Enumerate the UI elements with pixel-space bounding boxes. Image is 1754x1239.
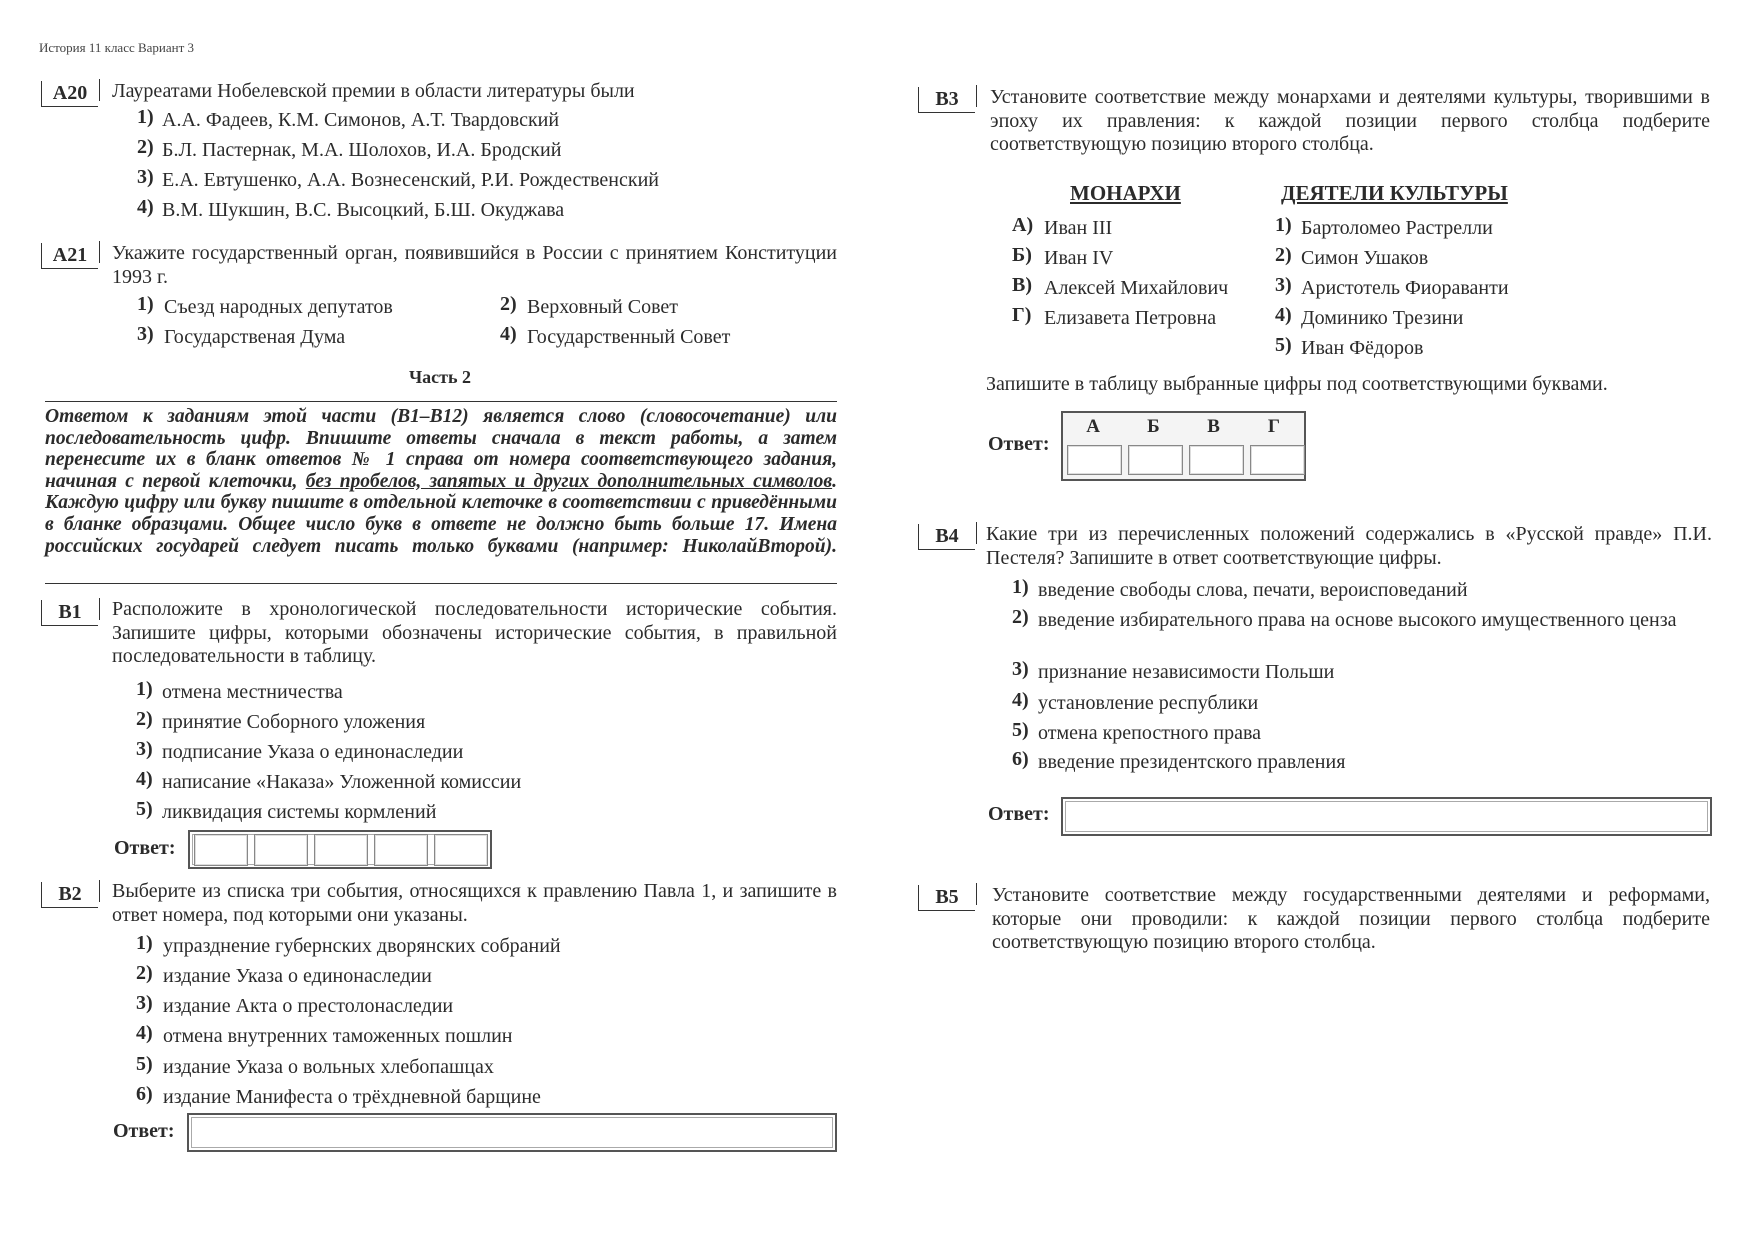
question-label-b4: B4: [918, 524, 975, 550]
question-text-b5: Установите соответствие между государственными деятелями и реформами, которые они проводили: к каждой позиции первого столбца подберите соответствующую позицию второго столбца.: [992, 884, 1710, 953]
part2-instructions: Ответом к заданиям этой части (В1–В12) является слово (словосочетание) или последовательность цифр. Впишите ответы сначала в текст работы, а затем перенесите их в бланк ответов № 1 справа от номера соответствующего задания, начиная с первой клеточки, без пробелов, запятых и других дополнительных символов. Каждую цифру или букву пишите в отдельной клеточке в соответствии с приведёнными в бланке образцами. Общее число букв в ответе не должно быть больше 17. Имена российских государей следует писать только буквами (например: НиколайВторой).: [45, 406, 837, 557]
question-text-a20: Лауреатами Нобелевской премии в области литературы были: [112, 80, 635, 102]
b2-answer-field[interactable]: [187, 1113, 837, 1152]
answer-cell[interactable]: [434, 834, 488, 866]
b1-answer-cells: [188, 830, 492, 869]
divider: [45, 401, 837, 402]
page-header: История 11 класс Вариант 3: [39, 40, 195, 55]
answer-cell[interactable]: [1128, 445, 1183, 475]
answer-cell[interactable]: [1189, 445, 1244, 475]
answer-label: Ответ:: [988, 433, 1050, 455]
question-text-b3: Установите соответствие между монархами и деятелями культуры, творившими в эпоху их правления: к каждой позиции первого столбца подберите соответствующую позицию второго столбца.: [990, 86, 1710, 155]
question-label-a21: A21: [41, 243, 98, 269]
table-head: В: [1207, 416, 1220, 437]
answer-cell[interactable]: [314, 834, 368, 866]
question-label-b2: B2: [41, 882, 98, 908]
question-label-a20: A20: [41, 81, 98, 107]
table-head: Б: [1147, 416, 1160, 437]
table-head: Г: [1267, 416, 1280, 437]
answer-cell[interactable]: [254, 834, 308, 866]
table-head: А: [1086, 416, 1100, 437]
part-title: Часть 2: [408, 367, 472, 387]
answer-label: Ответ:: [114, 837, 176, 859]
answer-cell[interactable]: [1250, 445, 1305, 475]
answer-cell[interactable]: [1067, 445, 1122, 475]
question-text-b2: Выберите из списка три события, относящихся к правлению Павла 1, и запишите в ответ номера, под которыми они указаны.: [112, 880, 837, 926]
question-label-b3: B3: [918, 87, 975, 113]
question-label-b5: B5: [918, 885, 975, 911]
answer-cell[interactable]: [374, 834, 428, 866]
b3-answer-table: [1061, 411, 1306, 481]
b4-answer-field[interactable]: [1061, 797, 1712, 836]
question-label-b1: B1: [41, 600, 98, 626]
answer-cell[interactable]: [194, 834, 248, 866]
question-text-b1: Расположите в хронологической последовательности исторические события. Запишите цифры, которыми обозначены исторические события, в правильной последовательности в таблицу.: [112, 598, 837, 667]
answer-label: Ответ:: [113, 1120, 175, 1142]
b3-table-instruction: Запишите в таблицу выбранные цифры под соответствующими буквами.: [986, 373, 1608, 395]
question-text-a21: Укажите государственный орган, появившийся в России с принятием Конституции 1993 г.: [112, 242, 837, 288]
answer-label: Ответ:: [988, 803, 1050, 825]
column-title-monarchs: МОНАРХИ: [1070, 181, 1181, 205]
column-title-figures: ДЕЯТЕЛИ КУЛЬТУРЫ: [1281, 181, 1508, 205]
divider: [45, 583, 837, 584]
question-text-b4: Какие три из перечисленных положений содержались в «Русской правде» П.И. Пестеля? Запишите в ответ соответствующие цифры.: [986, 523, 1712, 569]
